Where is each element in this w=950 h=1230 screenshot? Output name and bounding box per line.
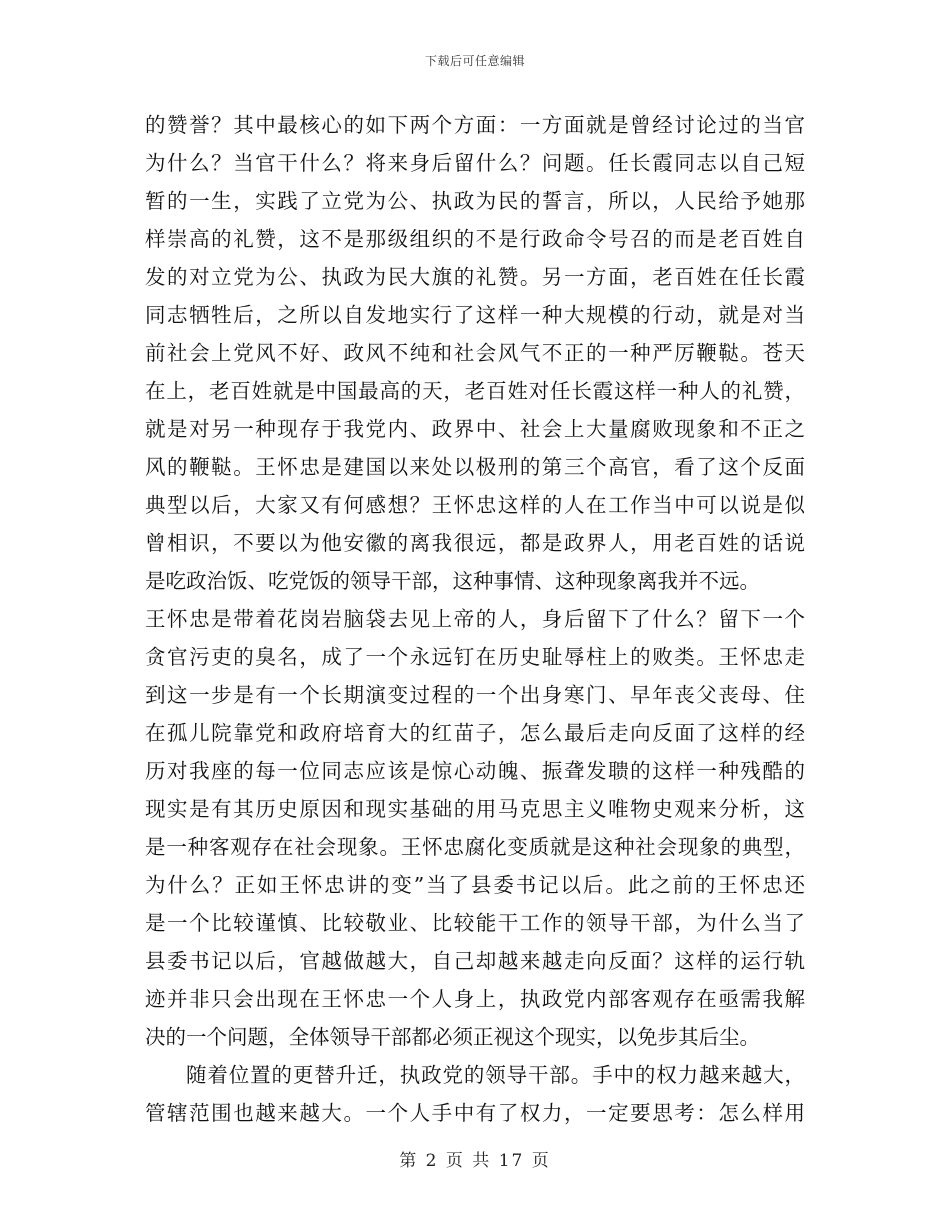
text-line: 前社会上党风不好、政风不纯和社会风气不正的一种严厉鞭鞑。苍天: [145, 341, 805, 365]
text-line: 为什么？正如王怀忠讲的变”当了县委书记以后。此之前的王怀忠还: [145, 873, 805, 897]
page-header-note: 下载后可任意编辑: [424, 54, 525, 68]
text-line: 发的对立党为公、执政为民大旗的礼赞。另一方面，老百姓在任长霞: [145, 265, 805, 289]
text-line: 管辖范围也越来越大。一个人手中有了权力，一定要思考：怎么样用: [145, 1101, 805, 1125]
text-line: 同志牺牲后，之所以自发地实行了这样一种大规模的行动，就是对当: [145, 303, 805, 327]
text-line: 样崇高的礼赞，这不是那级组织的不是行政命令号召的而是老百姓自: [145, 227, 805, 251]
text-line: 是一种客观存在社会现象。王怀忠腐化变质就是这种社会现象的典型，: [145, 835, 805, 859]
text-line: 贪官污吏的臭名，成了一个永远钉在历史耻辱柱上的败类。王怀忠走: [145, 645, 805, 669]
text-line: 王怀忠是带着花岗岩脑袋去见上帝的人，身后留下了什么？留下一个: [145, 607, 805, 631]
text-line: 到这一步是有一个长期演变过程的一个出身寒门、早年丧父丧母、住: [145, 683, 805, 707]
text-line: 迹并非只会出现在王怀忠一个人身上，执政党内部客观存在亟需我解: [145, 987, 805, 1011]
text-line: 为什么？当官干什么？将来身后留什么？问题。任长霞同志以自己短: [145, 151, 805, 175]
text-line: 决的一个问题，全体领导干部都必须正视这个现实，以免步其后尘。: [145, 1025, 760, 1049]
text-line: 历对我座的每一位同志应该是惊心动魄、振聋发聩的这样一种残酷的: [145, 759, 805, 783]
text-line: 典型以后，大家又有何感想？王怀忠这样的人在工作当中可以说是似: [145, 493, 805, 517]
text-line: 曾相识，不要以为他安徽的离我很远，都是政界人，用老百姓的话说: [145, 531, 805, 555]
text-line: 在孤儿院靠党和政府培育大的红苗子，怎么最后走向反面了这样的经: [145, 721, 805, 745]
text-line: 是一个比较谨慎、比较敬业、比较能干工作的领导干部，为什么当了: [145, 911, 805, 935]
text-line: 县委书记以后，官越做越大，自己却越来越走向反面？这样的运行轨: [145, 949, 805, 973]
text-line: 随着位置的更替升迁，执政党的领导干部。手中的权力越来越大，: [186, 1063, 805, 1087]
text-line: 暂的一生，实践了立党为公、执政为民的誓言，所以，人民给予她那: [145, 189, 805, 213]
text-line: 在上，老百姓就是中国最高的天，老百姓对任长霞这样一种人的礼赞，: [145, 379, 805, 403]
text-line: 的赞誉？其中最核心的如下两个方面：一方面就是曾经讨论过的当官: [145, 113, 805, 137]
text-line: 就是对另一种现存于我党内、政界中、社会上大量腐败现象和不正之: [145, 417, 805, 441]
text-line: 风的鞭鞑。王怀忠是建国以来处以极刑的第三个高官，看了这个反面: [145, 455, 805, 479]
text-line: 现实是有其历史原因和现实基础的用马克思主义唯物史观来分析，这: [145, 797, 805, 821]
page-number: 第 2 页 共 17 页: [399, 1151, 551, 1171]
text-line: 是吃政治饭、吃党饭的领导干部，这种事情、这种现象离我并不远。: [145, 569, 760, 593]
document-body: [145, 106, 805, 1132]
